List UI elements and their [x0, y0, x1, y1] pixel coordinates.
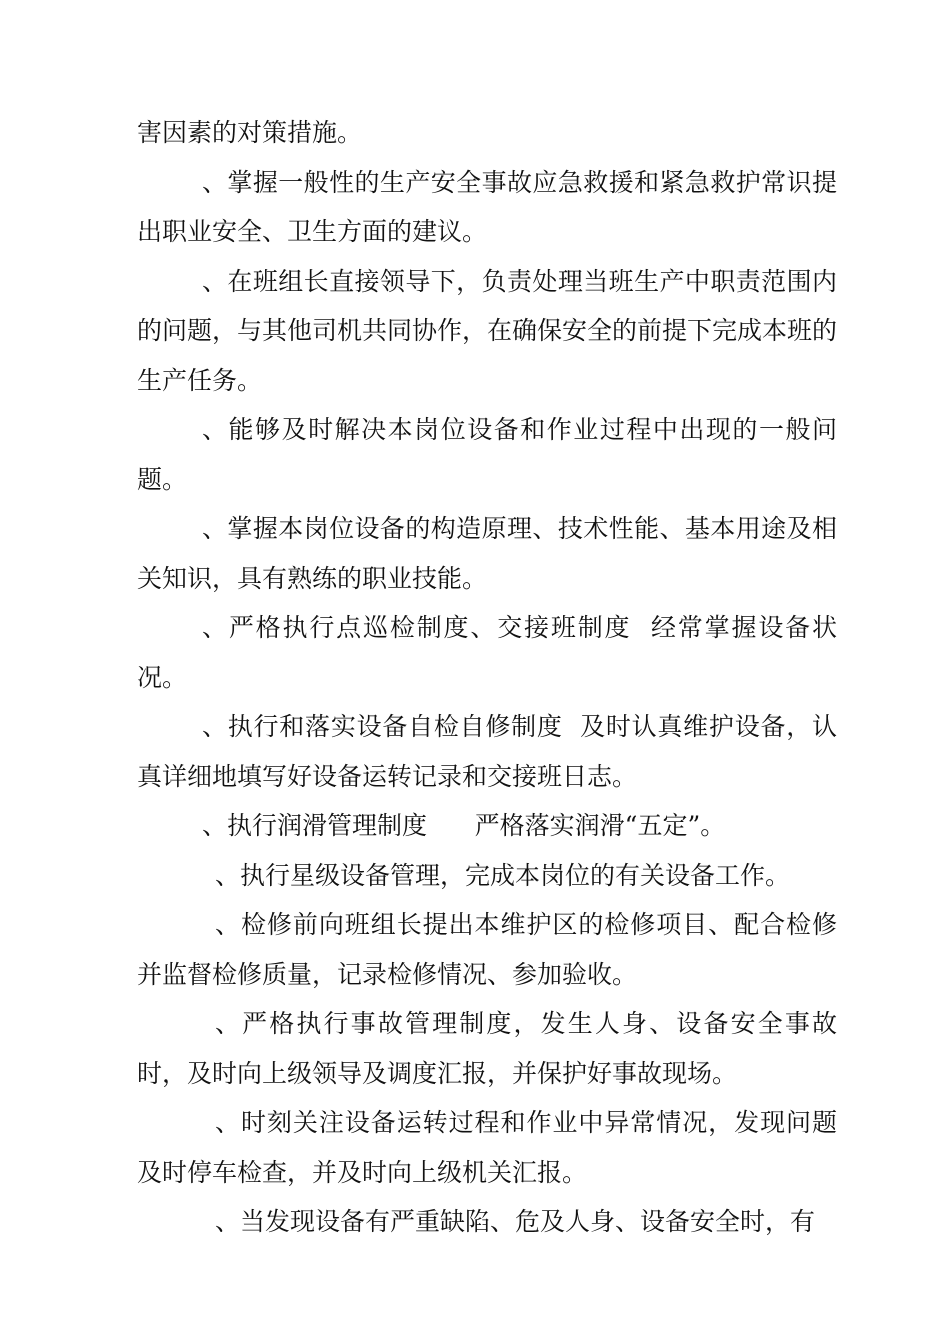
- paragraph-6: 、严格执行点巡检制度、交接班制度 经常掌握设备状况。: [137, 613, 837, 692]
- paragraph-11: 、严格执行事故管理制度，发生人身、设备安全事故时，及时向上级领导及调度汇报，并保护好事故现场。: [137, 1009, 837, 1088]
- paragraph-1: 害因素的对策措施。: [137, 118, 363, 147]
- document-body: [137, 108, 837, 1247]
- paragraph-10: 、检修前向班组长提出本维护区的检修项目、配合检修并监督检修质量，记录检修情况、参加验收。: [137, 910, 837, 989]
- paragraph-2: 、掌握一般性的生产安全事故应急救援和紧急救护常识提出职业安全、卫生方面的建议。: [137, 167, 837, 246]
- paragraph-3: 、在班组长直接领导下，负责处理当班生产中职责范围内的问题，与其他司机共同协作，在确保安全的前提下完成本班的生产任务。: [137, 266, 838, 395]
- paragraph-12: 、时刻关注设备运转过程和作业中异常情况，发现问题及时停车检查，并及时向上级机关汇报。: [137, 1108, 837, 1187]
- paragraph-5: 、掌握本岗位设备的构造原理、技术性能、基本用途及相关知识，具有熟练的职业技能。: [137, 514, 837, 593]
- paragraph-7: 、执行和落实设备自检自修制度 及时认真维护设备，认真详细地填写好设备运转记录和交接班日志。: [137, 712, 837, 791]
- paragraph-9: 、执行星级设备管理，完成本岗位的有关设备工作。: [215, 860, 791, 890]
- paragraph-13: 、当发现设备有严重缺陷、危及人身、设备安全时，有: [215, 1207, 816, 1236]
- paragraph-4: 、能够及时解决本岗位设备和作业过程中出现的一般问题。: [137, 415, 837, 494]
- paragraph-8: 、执行润滑管理制度 严格落实润滑“五定”。: [202, 811, 726, 840]
